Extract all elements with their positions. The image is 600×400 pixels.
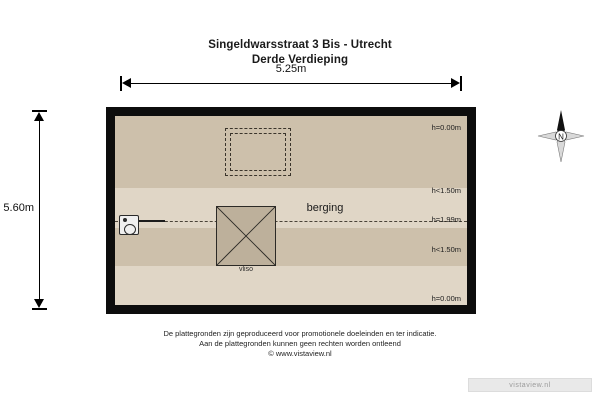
disclaimer-footer <box>0 329 600 359</box>
stair-hatch-label: vliso <box>238 266 253 273</box>
dimension-height-label: 5.60m <box>3 202 34 214</box>
cross-icon <box>217 207 275 265</box>
watermark-bar: vistaview.nl <box>468 378 592 392</box>
floorplan-interior <box>115 116 467 305</box>
washing-machine-drum <box>124 224 136 235</box>
compass-rose-icon <box>536 108 586 164</box>
washing-machine-icon <box>119 215 139 235</box>
ceiling-height-label-4: h<1.50m <box>431 245 461 254</box>
dimension-width-cap-right <box>460 76 462 91</box>
dimension-width-line <box>126 83 456 84</box>
disclaimer-line-3: © www.vistaview.nl <box>268 349 332 358</box>
arrow-up-icon <box>34 112 44 121</box>
skylight-inner-outline <box>230 133 286 171</box>
ceiling-band-3 <box>115 228 467 266</box>
ceiling-height-label-2: h<1.50m <box>431 186 461 195</box>
disclaimer-line-2: Aan de plattegronden kunnen geen rechten worden ontleend <box>199 339 401 348</box>
disclaimer-line-1: De plattegronden zijn geproduceerd voor promotionele doeleinden en ter indicatie. <box>163 329 437 338</box>
title-floor: Derde Verdieping <box>251 54 349 66</box>
dimension-width-label: 5.25m <box>275 63 307 75</box>
interior-wall-stub <box>139 220 165 222</box>
ceiling-height-label-3: h=1.99m <box>431 215 461 224</box>
dimension-height-line <box>39 115 40 305</box>
washing-machine-dial <box>123 218 127 222</box>
skylight-opening <box>225 128 291 176</box>
room-label-berging: berging <box>306 202 344 214</box>
arrow-down-icon <box>34 299 44 308</box>
ceiling-band-1 <box>115 116 467 188</box>
arrow-left-icon <box>122 78 131 88</box>
ceiling-band-4 <box>115 266 467 305</box>
floorplan-drawing <box>106 107 476 314</box>
dimension-height-cap-bottom <box>32 308 47 310</box>
stair-hatch <box>216 206 276 266</box>
ceiling-height-label-5: h=0.00m <box>431 294 461 303</box>
interior-dashed-line <box>115 221 467 222</box>
dimension-height <box>3 110 52 310</box>
arrow-right-icon <box>451 78 460 88</box>
ceiling-height-label-1: h=0.00m <box>431 123 461 132</box>
dimension-width <box>120 63 462 96</box>
svg-text:N: N <box>558 132 564 142</box>
title-address: Singeldwarsstraat 3 Bis - Utrecht <box>208 39 392 51</box>
